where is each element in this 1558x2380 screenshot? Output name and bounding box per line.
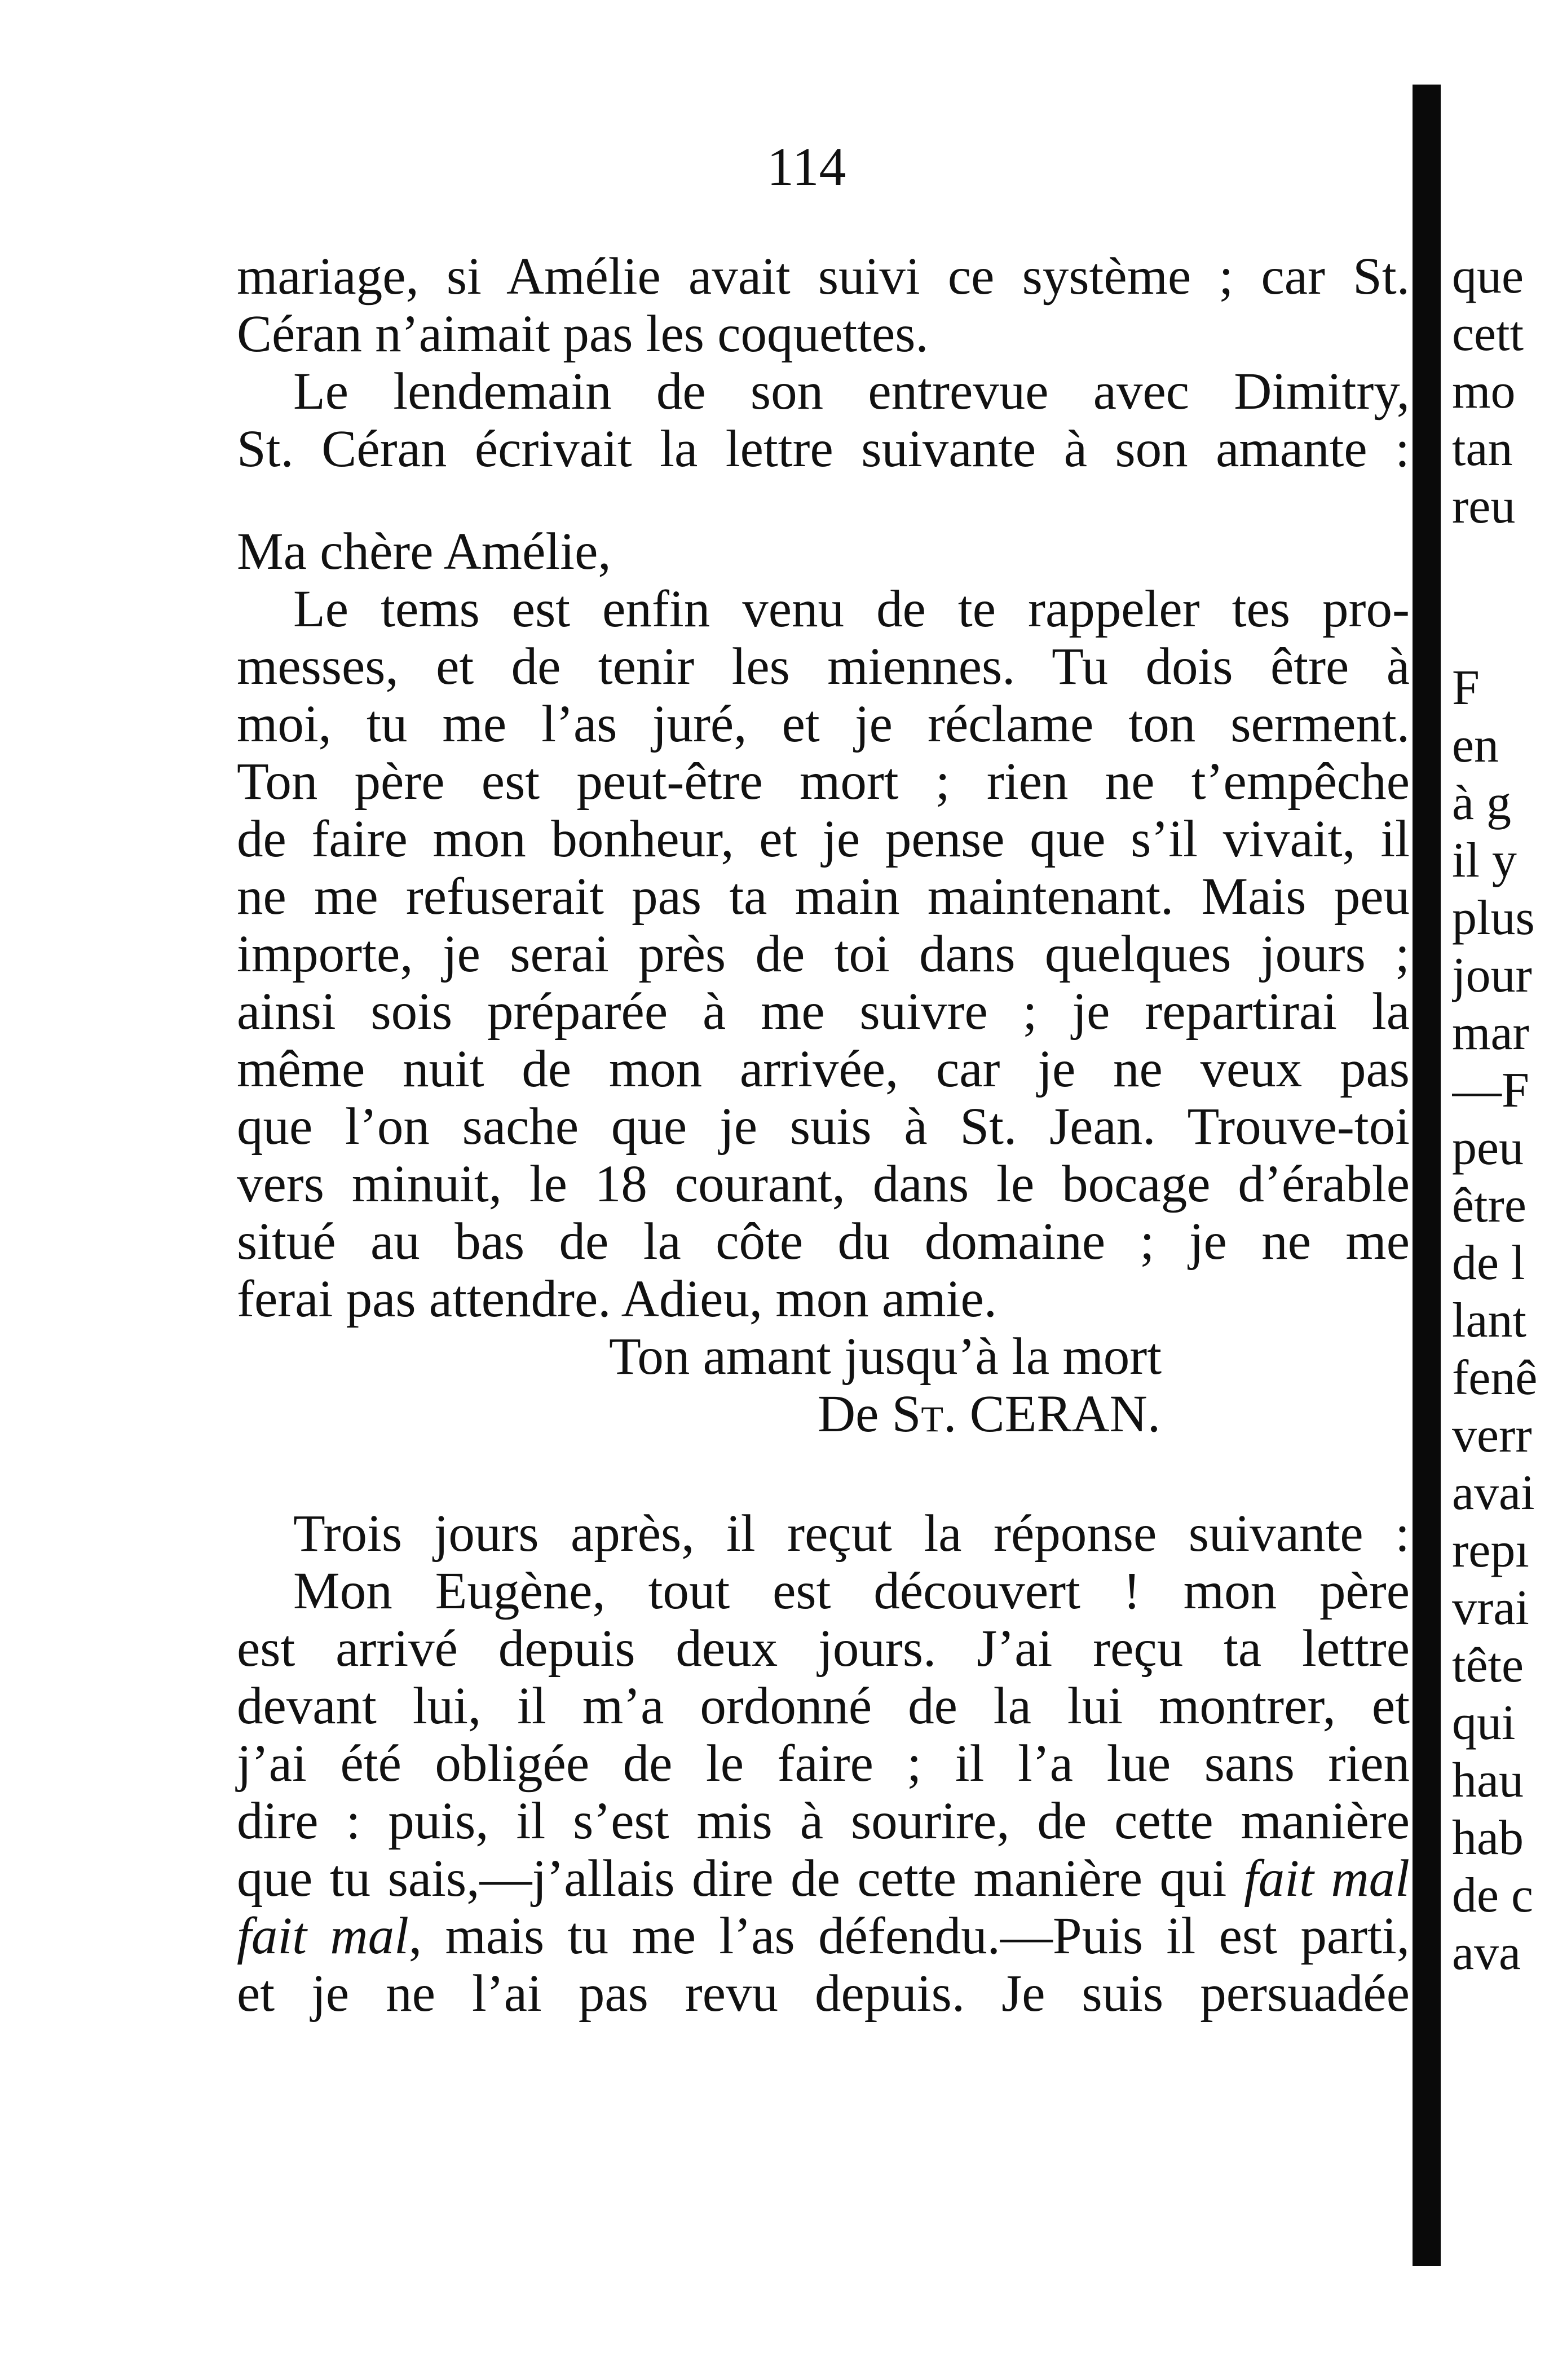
margin-fragment: qui [1452,1696,1516,1750]
text-line: que l’on sache que je suis à St. Jean. Trouve-toi [237,1098,1410,1156]
text-line: Trois jours après, il reçut la réponse suivante : [293,1505,1410,1563]
text-line: Le tems est enfin venu de te rappeler tes pro- [293,580,1410,638]
page-number: 114 [767,136,846,197]
margin-fragment: tête [1452,1638,1524,1693]
margin-fragment: jour [1452,948,1532,1003]
text-segment: , mais tu me l’as défendu.—Puis il est parti, [408,1907,1410,1965]
margin-fragment: ava [1452,1926,1521,1980]
text-line: ne me refuserait pas ta main maintenant. Mais peu [237,868,1410,926]
margin-fragment: avai [1452,1466,1535,1520]
margin-fragment: fenê [1452,1351,1538,1405]
letter-signature [237,1386,1410,1443]
text-line [237,1908,1410,1965]
text-line: mariage, si Amélie avait suivi ce système ; car St. [237,247,1410,306]
margin-fragment: reu [1452,479,1516,534]
margin-fragment: hau [1452,1753,1524,1808]
margin-fragment: F [1452,661,1480,715]
margin-fragment: mo [1452,364,1516,419]
text-line: St. Céran écrivait la lettre suivante à son amante : [237,420,1410,478]
margin-fragment: que [1452,249,1524,304]
signature-name: St. CERAN. [891,1385,1161,1443]
margin-fragment: verr [1452,1408,1532,1463]
margin-fragment: il y [1452,833,1517,888]
text-line: et je ne l’ai pas revu depuis. Je suis persuadée [237,1965,1410,2023]
text-segment: que tu sais,—j’allais dire de cette manière qui [237,1850,1244,1908]
text-line: Le lendemain de son entrevue avec Dimitry, [293,362,1410,421]
text-line: messes, et de tenir les miennes. Tu dois être à [237,638,1410,696]
margin-fragment: à g [1452,776,1512,830]
text-line: Céran n’aimait pas les coquettes. [237,305,929,363]
margin-fragment: hab [1452,1811,1524,1865]
text-line: ainsi sois préparée à me suivre ; je repartirai la [237,983,1410,1041]
page-gutter-shadow [1413,85,1441,2266]
margin-fragment: de c [1452,1868,1534,1923]
text-line: même nuit de mon arrivée, car je ne veux pas [237,1040,1410,1098]
text-line: devant lui, il m’a ordonné de la lui montrer, et [237,1677,1410,1735]
main-text-column [237,248,1410,2023]
margin-fragment: de l [1452,1236,1525,1290]
margin-fragment: repı [1452,1523,1529,1578]
facing-page-fragments [1452,248,1558,1982]
margin-fragment: —F [1452,1063,1529,1118]
italic-phrase: fait mal [1243,1850,1410,1908]
margin-fragment: lant [1452,1293,1526,1348]
margin-fragment: être [1452,1178,1526,1233]
signature-prefix: De [818,1385,892,1443]
text-line: vers minuit, le 18 courant, dans le bocage d’érable [237,1155,1410,1213]
text-line: importe, je serai près de toi dans quelques jours ; [237,925,1410,983]
margin-fragment: plus [1452,891,1535,945]
italic-phrase: fait mal [237,1907,409,1965]
text-line: de faire mon bonheur, et je pense que s’il vivait, il [237,810,1410,868]
letter-salutation: Ma chère Amélie, [237,523,611,581]
margin-fragment: mar [1452,1006,1529,1060]
margin-fragment: peu [1452,1121,1524,1175]
text-line: moi, tu me l’as juré, et je réclame ton serment. [237,695,1410,753]
margin-fragment: vrai [1452,1581,1529,1635]
text-line: Ton père est peut-être mort ; rien ne t’empêche [237,753,1410,811]
text-line: ferai pas attendre. Adieu, mon amie. [237,1270,998,1328]
text-line: dire : puis, il s’est mis à sourire, de cette manière [237,1792,1410,1850]
text-line: Mon Eugène, tout est découvert ! mon père [293,1562,1410,1620]
text-line: situé au bas de la côte du domaine ; je ne me [237,1213,1410,1271]
margin-fragment: tan [1452,422,1513,476]
text-line: est arrivé depuis deux jours. J’ai reçu ta lettre [237,1620,1410,1678]
text-line [237,1850,1410,1908]
margin-fragment: cett [1452,307,1524,361]
margin-fragment: en [1452,718,1499,773]
text-line: j’ai été obligée de le faire ; il l’a lue sans rien [237,1735,1410,1793]
section-gap [237,1443,1410,1505]
letter-closing: Ton amant jusqu’à la mort [609,1328,1162,1386]
